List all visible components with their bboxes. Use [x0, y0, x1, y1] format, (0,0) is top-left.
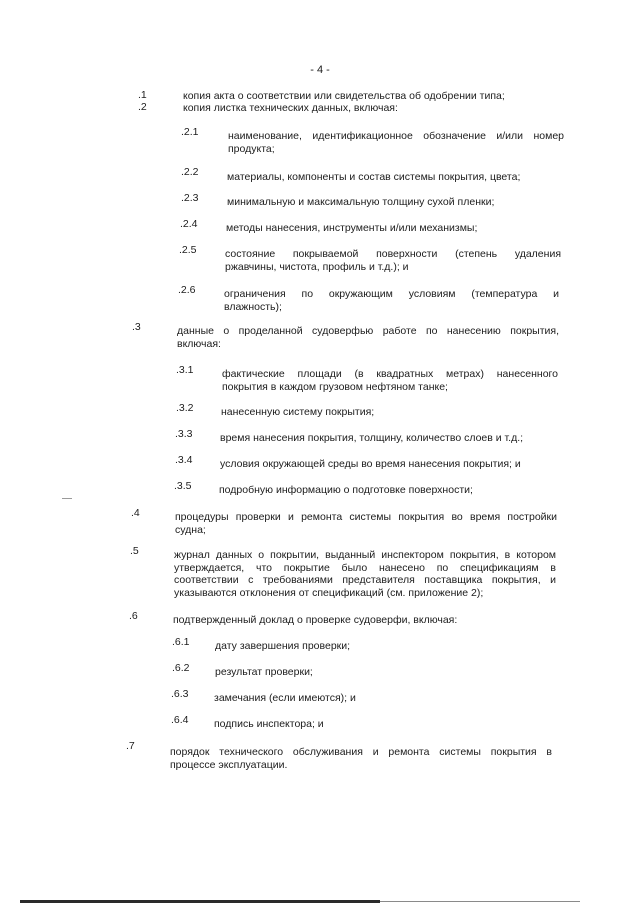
item-number: .2.3: [181, 192, 199, 204]
item-text: замечания (если имеются); и: [214, 692, 356, 704]
item-number: .6.4: [171, 714, 189, 726]
item-text: [224, 288, 559, 313]
item-number: .3.3: [175, 428, 193, 440]
item-number: .3.2: [176, 402, 194, 414]
item-text-line: покрытия в каждом грузовом нефтяном танке;: [222, 380, 448, 393]
item-text-line: включая:: [177, 337, 221, 350]
scan-edge-line: [20, 900, 380, 903]
item-text: подробную информацию о подготовке поверхности;: [219, 484, 473, 496]
item-text: время нанесения покрытия, толщину, количество слоев и т.д.;: [220, 432, 524, 444]
item-text: нанесенную систему покрытия;: [221, 406, 375, 418]
item-number: .5: [130, 545, 139, 557]
item-text: [170, 746, 552, 771]
item-text: [222, 368, 558, 393]
item-text: [175, 511, 557, 536]
item-number: .4: [131, 507, 140, 519]
item-text: копия листка технических данных, включая:: [183, 102, 398, 114]
item-number: .3.5: [174, 480, 192, 492]
item-number: .6.2: [172, 662, 190, 674]
item-text-line: процедуры проверки и ремонта системы покрытия во время постройки: [175, 511, 557, 523]
item-number: .3.1: [176, 364, 194, 376]
scan-mark: [62, 498, 72, 499]
item-text: дату завершения проверки;: [215, 640, 351, 652]
item-number: .2: [138, 101, 147, 113]
item-text: методы нанесения, инструменты и/или механизмы;: [226, 222, 478, 234]
item-text-line: указываются отклонения от спецификаций (см. приложение 2);: [174, 586, 484, 599]
item-number: .6.1: [172, 636, 190, 648]
item-number: .2.4: [180, 218, 198, 230]
item-text-line: ограничения по окружающим условиям (температура и: [224, 288, 559, 300]
item-text: подтвержденный доклад о проверке судоверфи, включая:: [173, 614, 458, 626]
item-text-line: утверждается, что покрытие было нанесено по спецификациям в: [174, 561, 556, 574]
item-text-line: данные о проделанной судоверфью работе по нанесению покрытия,: [177, 325, 559, 337]
item-number: .1: [138, 89, 147, 101]
item-number: .3: [132, 321, 141, 333]
item-text-line: порядок технического обслуживания и ремонта системы покрытия в: [170, 746, 552, 758]
item-text-line: наименование, идентификационное обозначение и/или номер: [228, 130, 564, 142]
item-number: .7: [126, 740, 135, 752]
item-number: .2.2: [181, 166, 199, 178]
item-text: материалы, компоненты и состав системы покрытия, цвета;: [227, 171, 521, 183]
item-number: .2.1: [181, 126, 199, 138]
item-text: подпись инспектора; и: [214, 718, 324, 730]
item-text: [228, 130, 564, 155]
scan-edge-line: [380, 901, 580, 902]
item-number: .2.6: [178, 284, 196, 296]
item-text: [177, 325, 559, 350]
item-text-line: фактические площади (в квадратных метрах) нанесенного: [222, 368, 558, 380]
item-text-line: влажность);: [224, 300, 282, 313]
item-text: результат проверки;: [215, 666, 313, 678]
item-text: условия окружающей среды во время нанесения покрытия; и: [220, 458, 521, 470]
item-number: .6: [129, 610, 138, 622]
item-text: [174, 549, 556, 599]
item-number: .2.5: [179, 244, 197, 256]
item-text-line: продукта;: [228, 142, 275, 155]
item-text-line: журнал данных о покрытии, выданный инспектором покрытия, в котором: [174, 549, 556, 561]
item-number: .6.3: [171, 688, 189, 700]
page-number: - 4 -: [310, 64, 330, 76]
item-text-line: соответствии с требованиями представителя поставщика покрытия, и: [174, 574, 556, 586]
item-text: [225, 248, 561, 273]
item-text-line: ржавчины, чистота, профиль и т.д.); и: [225, 260, 409, 273]
item-text-line: состояние покрываемой поверхности (степень удаления: [225, 248, 561, 260]
item-text-line: судна;: [175, 523, 206, 536]
item-text-line: процессе эксплуатации.: [170, 758, 288, 771]
item-text: копия акта о соответствии или свидетельства об одобрении типа;: [183, 90, 505, 102]
item-number: .3.4: [175, 454, 193, 466]
item-text: минимальную и максимальную толщину сухой пленки;: [227, 196, 495, 208]
